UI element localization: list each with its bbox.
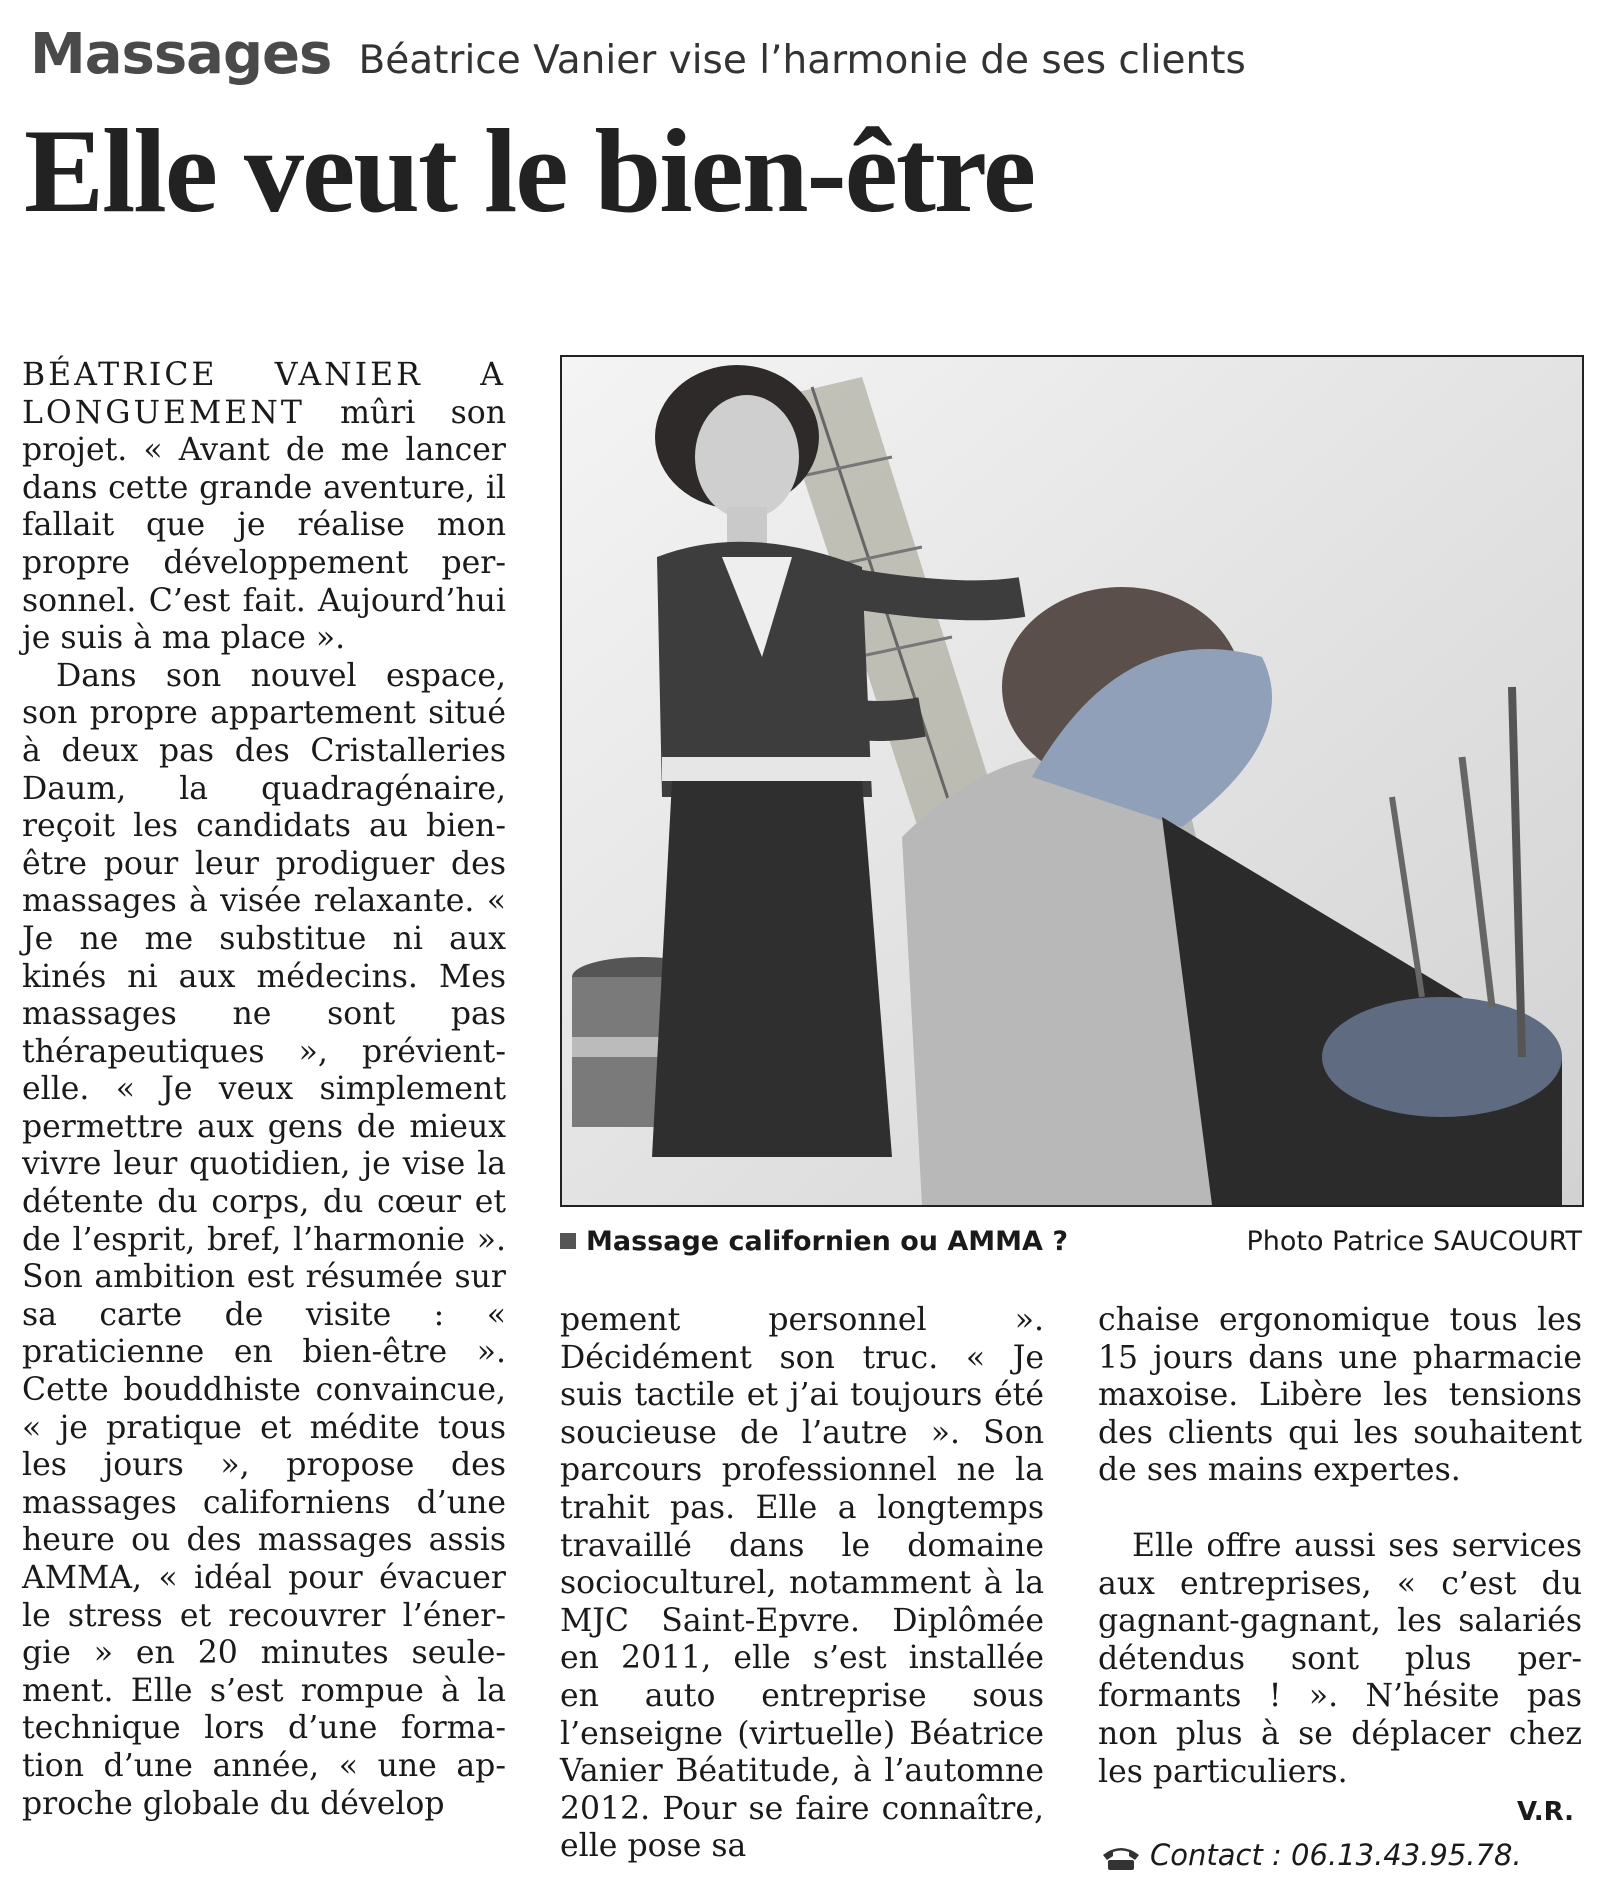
contact-label: Contact : [1150, 1838, 1282, 1872]
paragraph-intro [22, 357, 506, 658]
paragraph-2: Dans son nouvel espace, son propre appartement situé à deux pas des Cristalleries Daum, la quadragénaire, reçoit les candidats au bien-être pour leur prodiguer des massages à visée relaxante. « Je ne me substitue ni aux kinés ni aux médecins. Mes massages ne sont pas thérapeutiques », prévient-elle. « Je veux simplement permettre aux gens de mieux vivre leur quotidien, je vise la détente du corps, du cœur et de l’esprit, bref, l’harmonie ». Son ambition est résumée sur sa carte de visite : « praticienne en bien-être ». Cette bouddhiste convaincue, « je pratique et médite tous les jours », propose des massages californiens d’une heure ou des massages assis AMMA, « idéal pour évacuer le stress et recouvrer l’énergie » en 20 minutes seulement. Elle s’est rompue à la technique lors d’une formation d’une année, « une approche globale du dévelop [22, 657, 506, 1822]
telephone-icon [1100, 1843, 1142, 1878]
author-signature: V.R. [1516, 1797, 1574, 1827]
contact-line [1100, 1838, 1522, 1878]
paragraph-3: pement personnel ». Décidément son truc. « Je suis tactile et j’ai toujours été soucieuse de l’autre ». Son parcours professionnel ne la trahit pas. Elle a longtemps travaillé dans le domaine socioculturel, notamment à la MJC Saint-Epvre. Diplômée en 2011, elle s’est installée en auto entreprise sous l’enseigne (virtuelle) Béatrice Vanier Béatitude, à l’automne 2012. Pour se faire connaître, elle pose sa [560, 1302, 1044, 1865]
text-column-2 [560, 1302, 1044, 1866]
text-column-1 [22, 357, 506, 1823]
paragraph-intro-text: mûri son projet. « Avant de me lancer dans cette grande aventure, il fallait que je réalise mon propre développement personnel. C’est fait. Aujourd’hui je suis à ma place ». [22, 394, 506, 657]
photo-credit: Photo Patrice SAUCOURT [1246, 1226, 1582, 1257]
section-rubric: Massages [30, 22, 332, 87]
article-headline: Elle veut le bien-être [24, 104, 1035, 237]
text-column-3 [1098, 1302, 1582, 1791]
paragraph-4: chaise ergonomique tous les 15 jours dans une pharmacie maxoise. Libère les tensions des clients qui les souhaitent de ses mains expertes. [1098, 1302, 1582, 1489]
lead-in-caps: BÉATRICE VANIER A LONGUEMENT [22, 357, 506, 431]
photo-caption [560, 1226, 1584, 1257]
massage-scene-image [562, 357, 1582, 1205]
contact-phone: 06.13.43.95.78. [1291, 1838, 1522, 1872]
article-kicker [30, 22, 1246, 87]
paragraph-5: Elle offre aussi ses services aux entreprises, « c’est du gagnant-gagnant, les salariés détendus sont plus performants ! ». N’hésite pas non plus à se déplacer chez les particuliers. [1098, 1527, 1582, 1790]
square-bullet-icon [560, 1233, 576, 1249]
article-subtitle: Béatrice Vanier vise l’harmonie de ses clients [358, 38, 1246, 83]
article-photo [560, 355, 1584, 1207]
caption-text: Massage californien ou AMMA ? [586, 1226, 1069, 1257]
